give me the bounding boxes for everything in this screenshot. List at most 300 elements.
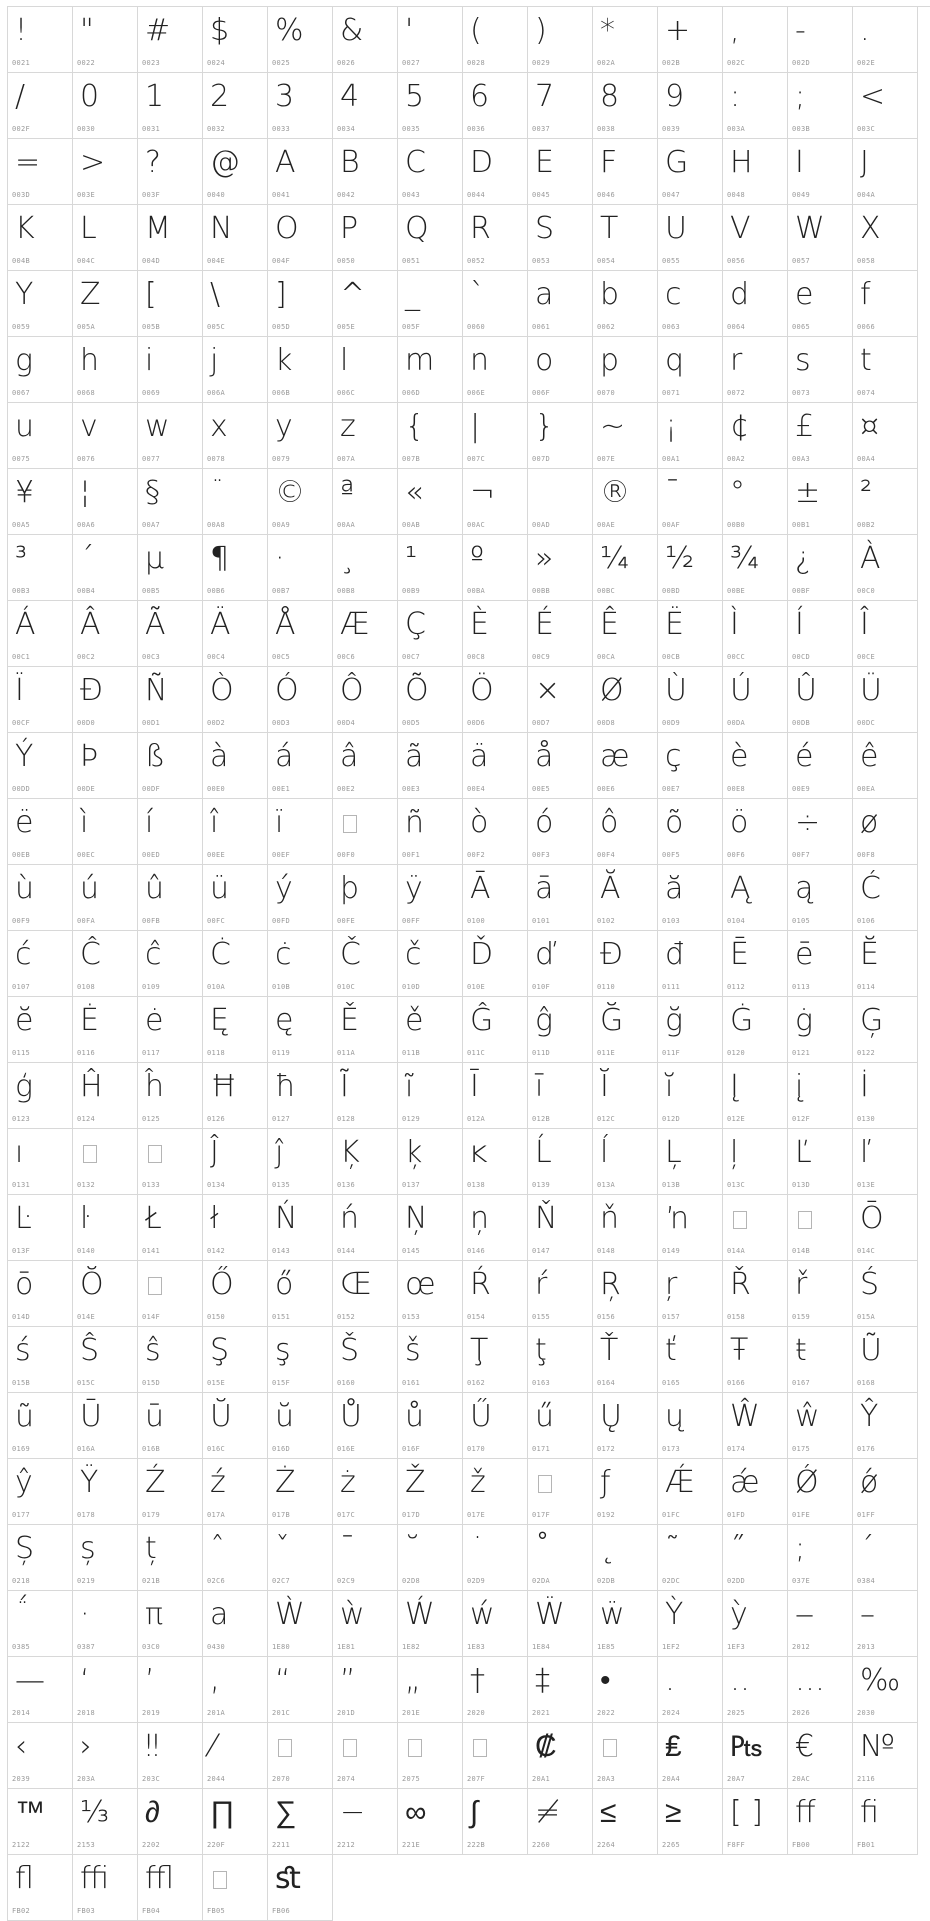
glyph-char: ˇ <box>275 1531 290 1566</box>
glyph-char: Ć <box>860 871 881 906</box>
glyph-cell <box>788 1327 853 1393</box>
glyph-char: ì <box>80 805 89 840</box>
glyph-char: ş <box>275 1333 291 1368</box>
glyph-char: ¢ <box>730 409 750 444</box>
glyph-char: ý <box>275 871 293 906</box>
glyph-char: ŉ <box>665 1201 690 1236</box>
glyph-cell <box>723 1261 788 1327</box>
glyph-cell <box>658 139 723 205</box>
glyph-char: þ <box>340 871 360 906</box>
glyph-codepoint: 00EE <box>207 851 226 859</box>
glyph-codepoint: 011B <box>402 1049 421 1057</box>
glyph-char: Ë <box>665 607 684 642</box>
glyph-codepoint: 20A7 <box>727 1775 746 1783</box>
glyph-char: § <box>145 475 160 510</box>
glyph-char: M <box>145 211 171 246</box>
glyph-cell <box>203 271 268 337</box>
glyph-char: ū <box>145 1399 165 1434</box>
glyph-char: î <box>210 805 219 840</box>
glyph-cell <box>528 1591 593 1657</box>
glyph-cell <box>268 1459 333 1525</box>
glyph-cell <box>203 535 268 601</box>
glyph-cell <box>593 1459 658 1525</box>
glyph-codepoint: 222B <box>467 1841 486 1849</box>
glyph-char: Ä <box>210 607 231 642</box>
glyph-char: # <box>145 13 171 48</box>
glyph-cell <box>788 535 853 601</box>
glyph-cell <box>658 1261 723 1327</box>
glyph-char: Î <box>860 607 869 642</box>
glyph-codepoint: 203A <box>77 1775 96 1783</box>
glyph-codepoint: 0158 <box>727 1313 746 1321</box>
glyph-cell <box>723 601 788 667</box>
glyph-codepoint: 00F4 <box>597 851 616 859</box>
glyph-codepoint: 00C4 <box>207 653 226 661</box>
glyph-cell <box>853 799 918 865</box>
glyph-char: Ì <box>730 607 739 642</box>
glyph-codepoint: 0114 <box>857 983 876 991</box>
glyph-char: ) <box>535 13 547 48</box>
glyph-codepoint: 013D <box>792 1181 811 1189</box>
glyph-cell <box>593 799 658 865</box>
glyph-char: Ť <box>600 1333 619 1368</box>
glyph-cell <box>658 73 723 139</box>
glyph-codepoint: 0177 <box>12 1511 31 1519</box>
glyph-cell <box>528 1393 593 1459</box>
glyph-codepoint: 004D <box>142 257 161 265</box>
glyph-cell <box>658 1789 723 1855</box>
glyph-cell <box>268 1591 333 1657</box>
glyph-cell <box>203 601 268 667</box>
glyph-char: S <box>535 211 555 246</box>
glyph-cell <box>73 1195 138 1261</box>
glyph-codepoint: 0122 <box>857 1049 876 1057</box>
glyph-codepoint: 2039 <box>12 1775 31 1783</box>
glyph-codepoint: 007D <box>532 455 551 463</box>
glyph-char: − <box>340 1795 366 1830</box>
glyph-char: R <box>470 211 491 246</box>
glyph-codepoint: 03C0 <box>142 1643 161 1651</box>
glyph-char: Ÿ <box>80 1465 99 1500</box>
glyph-char: š <box>405 1333 421 1368</box>
glyph-codepoint: 0047 <box>662 191 681 199</box>
glyph-codepoint: 201A <box>207 1709 226 1717</box>
glyph-char: ¨ <box>210 475 225 510</box>
glyph-cell <box>73 1129 138 1195</box>
glyph-codepoint: 0124 <box>77 1115 96 1123</box>
glyph-char: X <box>860 211 881 246</box>
glyph-char: Ų <box>600 1399 622 1434</box>
glyph-cell <box>8 1063 73 1129</box>
glyph-char: ļ <box>730 1135 739 1170</box>
glyph-char: ‒ <box>795 1597 815 1632</box>
glyph-cell <box>788 205 853 271</box>
glyph-cell <box>398 73 463 139</box>
glyph-cell <box>658 1723 723 1789</box>
glyph-codepoint: 02D8 <box>402 1577 421 1585</box>
glyph-codepoint: 0156 <box>597 1313 616 1321</box>
glyph-char: ª <box>340 475 355 510</box>
glyph-codepoint: 2153 <box>77 1841 96 1849</box>
glyph-codepoint: 20AC <box>792 1775 811 1783</box>
glyph-char: ć <box>15 937 32 972</box>
glyph-cell <box>398 1591 463 1657</box>
glyph-cell <box>463 1723 528 1789</box>
glyph-cell <box>268 1261 333 1327</box>
glyph-cell <box>788 1063 853 1129</box>
glyph-codepoint: 00AD <box>532 521 551 529</box>
glyph-cell <box>853 997 918 1063</box>
glyph-cell <box>528 1525 593 1591</box>
glyph-codepoint: 01FE <box>792 1511 811 1519</box>
glyph-char: A <box>275 145 296 180</box>
glyph-cell <box>203 1855 268 1921</box>
glyph-cell <box>593 403 658 469</box>
glyph-cell <box>593 469 658 535</box>
glyph-char: m <box>405 343 435 378</box>
glyph-codepoint: 0041 <box>272 191 291 199</box>
glyph-codepoint: 0113 <box>792 983 811 991</box>
glyph-char: t <box>860 343 872 378</box>
glyph-codepoint: 0192 <box>597 1511 616 1519</box>
glyph-cell <box>723 1195 788 1261</box>
glyph-codepoint: 00BB <box>532 587 551 595</box>
glyph-codepoint: FB01 <box>857 1841 876 1849</box>
glyph-cell <box>723 1129 788 1195</box>
glyph-char: û <box>145 871 165 906</box>
glyph-char: ň <box>600 1201 620 1236</box>
glyph-char: ΄ <box>860 1531 875 1566</box>
glyph-char: v <box>80 409 98 444</box>
glyph-cell <box>73 1393 138 1459</box>
glyph-char: V <box>730 211 751 246</box>
glyph-codepoint: 004F <box>272 257 291 265</box>
glyph-char: Ñ <box>145 673 168 708</box>
glyph-cell <box>398 601 463 667</box>
glyph-cell <box>73 1657 138 1723</box>
glyph-codepoint: 010D <box>402 983 421 991</box>
glyph-char: ĭ <box>665 1069 674 1104</box>
glyph-cell <box>723 1459 788 1525</box>
glyph-char: ¼ <box>600 541 630 576</box>
glyph-codepoint: 015E <box>207 1379 226 1387</box>
missing-glyph-box <box>278 1739 292 1757</box>
glyph-char: ħ <box>275 1069 296 1104</box>
glyph-cell <box>528 733 593 799</box>
glyph-char: Í <box>795 607 804 642</box>
glyph-cell <box>853 931 918 997</box>
glyph-char: ó <box>535 805 554 840</box>
glyph-cell <box>398 1129 463 1195</box>
glyph-char: ¹ <box>405 541 418 576</box>
glyph-cell <box>853 1063 918 1129</box>
glyph-codepoint: 013F <box>12 1247 31 1255</box>
glyph-char: ÷ <box>795 805 821 840</box>
glyph-codepoint: 0178 <box>77 1511 96 1519</box>
missing-glyph-box <box>148 1145 162 1163</box>
glyph-codepoint: 00E8 <box>727 785 746 793</box>
glyph-cell <box>658 535 723 601</box>
glyph-cell <box>788 403 853 469</box>
glyph-char: ĝ <box>535 1003 554 1038</box>
glyph-cell <box>528 205 593 271</box>
glyph-codepoint: 0042 <box>337 191 356 199</box>
glyph-char: ẁ <box>340 1597 365 1632</box>
glyph-char: ¤ <box>860 409 880 444</box>
glyph-cell <box>268 1393 333 1459</box>
glyph-codepoint: 0035 <box>402 125 421 133</box>
glyph-cell <box>203 337 268 403</box>
glyph-cell <box>853 535 918 601</box>
glyph-char: ¶ <box>210 541 230 576</box>
glyph-cell <box>788 931 853 997</box>
glyph-char: L <box>80 211 97 246</box>
glyph-char: \ <box>210 277 221 312</box>
glyph-cell <box>723 337 788 403</box>
glyph-codepoint: 0064 <box>727 323 746 331</box>
glyph-char: Ū <box>80 1399 102 1434</box>
glyph-char: ˛ <box>600 1531 615 1566</box>
glyph-char: W <box>795 211 825 246</box>
glyph-char: ğ <box>665 1003 684 1038</box>
glyph-char: Ú <box>730 673 752 708</box>
glyph-char: p <box>600 343 620 378</box>
glyph-cell <box>463 337 528 403</box>
glyph-cell <box>593 271 658 337</box>
glyph-codepoint: 016A <box>77 1445 96 1453</box>
glyph-codepoint: 00A3 <box>792 455 811 463</box>
glyph-char: ∫ <box>470 1795 479 1830</box>
glyph-char: ₤ <box>665 1729 682 1764</box>
glyph-cell <box>203 1393 268 1459</box>
glyph-codepoint: 00E5 <box>532 785 551 793</box>
glyph-codepoint: 012D <box>662 1115 681 1123</box>
glyph-cell <box>528 1195 593 1261</box>
glyph-codepoint: 1E84 <box>532 1643 551 1651</box>
glyph-codepoint: 00EB <box>12 851 31 859</box>
glyph-char: İ <box>860 1069 869 1104</box>
glyph-char: Ě <box>340 1003 359 1038</box>
glyph-codepoint: 002B <box>662 59 681 67</box>
glyph-codepoint: 02DB <box>597 1577 616 1585</box>
glyph-codepoint: 017A <box>207 1511 226 1519</box>
glyph-codepoint: 00A7 <box>142 521 161 529</box>
glyph-cell <box>398 997 463 1063</box>
glyph-codepoint: 1EF3 <box>727 1643 746 1651</box>
glyph-char: É <box>535 607 554 642</box>
glyph-cell <box>853 865 918 931</box>
glyph-codepoint: 0102 <box>597 917 616 925</box>
glyph-char: ŝ <box>145 1333 161 1368</box>
glyph-cell <box>398 1195 463 1261</box>
glyph-char: w <box>145 409 170 444</box>
glyph-char: ç <box>665 739 682 774</box>
missing-glyph-box <box>83 1145 97 1163</box>
glyph-char: ō <box>15 1267 34 1302</box>
glyph-codepoint: 002C <box>727 59 746 67</box>
glyph-cell <box>593 535 658 601</box>
glyph-char: Ã <box>145 607 166 642</box>
glyph-cell <box>853 337 918 403</box>
glyph-cell <box>593 667 658 733</box>
glyph-char: Ê <box>600 607 619 642</box>
glyph-cell <box>203 1459 268 1525</box>
glyph-codepoint: 0132 <box>77 1181 96 1189</box>
glyph-char: ă <box>665 871 684 906</box>
glyph-codepoint: 00A8 <box>207 521 226 529</box>
glyph-codepoint: 0044 <box>467 191 486 199</box>
glyph-char: Ŕ <box>470 1267 491 1302</box>
glyph-codepoint: 20A4 <box>662 1775 681 1783</box>
glyph-char: Ĺ <box>535 1135 552 1170</box>
glyph-codepoint: 0029 <box>532 59 551 67</box>
glyph-cell <box>203 667 268 733</box>
glyph-char: ( <box>470 13 482 48</box>
missing-glyph-box <box>148 1277 162 1295</box>
glyph-codepoint: 0066 <box>857 323 876 331</box>
glyph-cell <box>658 865 723 931</box>
glyph-codepoint: 0111 <box>662 983 681 991</box>
glyph-codepoint: 014A <box>727 1247 746 1255</box>
glyph-char: ċ <box>275 937 292 972</box>
glyph-codepoint: 00FA <box>77 917 96 925</box>
glyph-char: ≥ <box>665 1795 682 1830</box>
glyph-cell <box>658 469 723 535</box>
glyph-char: Ŧ <box>730 1333 749 1368</box>
glyph-cell <box>138 271 203 337</box>
glyph-codepoint: FB06 <box>272 1907 291 1915</box>
glyph-cell <box>853 469 918 535</box>
glyph-codepoint: 2021 <box>532 1709 551 1717</box>
glyph-codepoint: 00ED <box>142 851 161 859</box>
glyph-cell <box>203 205 268 271</box>
glyph-codepoint: 00B5 <box>142 587 161 595</box>
glyph-codepoint: 0134 <box>207 1181 226 1189</box>
glyph-char: Ű <box>470 1399 492 1434</box>
glyph-char: ĕ <box>15 1003 34 1038</box>
glyph-char: O <box>275 211 299 246</box>
glyph-char: đ <box>665 937 685 972</box>
missing-glyph-box <box>343 815 357 833</box>
glyph-codepoint: 012F <box>792 1115 811 1123</box>
glyph-codepoint: 0157 <box>662 1313 681 1321</box>
glyph-char: h <box>80 343 100 378</box>
glyph-codepoint: 00C6 <box>337 653 356 661</box>
glyph-cell <box>73 469 138 535</box>
glyph-codepoint: 00B2 <box>857 521 876 529</box>
glyph-char: ÿ <box>405 871 423 906</box>
glyph-cell <box>73 403 138 469</box>
glyph-char: ē <box>795 937 814 972</box>
glyph-char: ř <box>795 1267 808 1302</box>
glyph-char: ľ <box>860 1135 872 1170</box>
glyph-char: Ĝ <box>470 1003 494 1038</box>
glyph-codepoint: 0068 <box>77 389 96 397</box>
glyph-cell <box>268 1327 333 1393</box>
glyph-codepoint: 00A2 <box>727 455 746 463</box>
glyph-codepoint: 004B <box>12 257 31 265</box>
glyph-char: Ĥ <box>80 1069 103 1104</box>
glyph-char: · <box>275 541 285 576</box>
glyph-codepoint: 0154 <box>467 1313 486 1321</box>
glyph-codepoint: 015A <box>857 1313 876 1321</box>
glyph-char: ˆ <box>210 1531 225 1566</box>
glyph-codepoint: 2030 <box>857 1709 876 1717</box>
glyph-codepoint: 20A3 <box>597 1775 616 1783</box>
glyph-cell <box>73 1261 138 1327</box>
glyph-codepoint: 005C <box>207 323 226 331</box>
glyph-cell <box>203 1195 268 1261</box>
glyph-cell <box>658 1063 723 1129</box>
glyph-cell <box>8 667 73 733</box>
glyph-cell <box>8 1591 73 1657</box>
glyph-char: ĉ <box>145 937 162 972</box>
glyph-codepoint: 00B4 <box>77 587 96 595</box>
glyph-cell <box>723 1063 788 1129</box>
glyph-char: Y <box>15 277 34 312</box>
glyph-char: ﬆ <box>275 1861 301 1896</box>
glyph-cell <box>8 799 73 865</box>
glyph-cell <box>463 1129 528 1195</box>
glyph-cell <box>73 1591 138 1657</box>
glyph-cell <box>723 1393 788 1459</box>
glyph-char: - <box>795 13 806 48</box>
glyph-cell <box>723 1591 788 1657</box>
glyph-cell <box>528 7 593 73</box>
glyph-codepoint: 0103 <box>662 917 681 925</box>
glyph-char: Ø <box>600 673 624 708</box>
glyph-char: ā <box>535 871 554 906</box>
glyph-codepoint: 006A <box>207 389 226 397</box>
glyph-char: Ŗ <box>600 1267 621 1302</box>
glyph-cell <box>203 799 268 865</box>
glyph-codepoint: 00D6 <box>467 719 486 727</box>
glyph-codepoint: 002D <box>792 59 811 67</box>
glyph-cell <box>463 469 528 535</box>
glyph-cell <box>203 1723 268 1789</box>
glyph-char: I <box>795 145 804 180</box>
glyph-cell <box>528 865 593 931</box>
glyph-cell <box>138 865 203 931</box>
glyph-cell <box>73 601 138 667</box>
glyph-cell <box>268 667 333 733</box>
glyph-cell <box>138 1195 203 1261</box>
glyph-cell <box>658 337 723 403</box>
glyph-codepoint: 011D <box>532 1049 551 1057</box>
glyph-char: ŀ <box>80 1201 91 1236</box>
glyph-codepoint: 017F <box>532 1511 551 1519</box>
glyph-cell <box>853 733 918 799</box>
glyph-codepoint: 01FD <box>727 1511 746 1519</box>
glyph-char: Ģ <box>860 1003 884 1038</box>
glyph-char: ò <box>470 805 489 840</box>
glyph-codepoint: 1E83 <box>467 1643 486 1651</box>
glyph-char: D <box>470 145 494 180</box>
glyph-cell <box>528 931 593 997</box>
glyph-cell <box>333 1063 398 1129</box>
glyph-codepoint: 016F <box>402 1445 421 1453</box>
glyph-char: ß <box>145 739 166 774</box>
glyph-cell <box>73 997 138 1063</box>
glyph-cell <box>463 1327 528 1393</box>
glyph-char: ‘ <box>80 1663 90 1698</box>
glyph-char: 0 <box>80 79 100 114</box>
glyph-char: ķ <box>405 1135 423 1170</box>
glyph-cell <box>788 1459 853 1525</box>
glyph-cell <box>268 1525 333 1591</box>
glyph-cell <box>333 1327 398 1393</box>
glyph-char: ď <box>535 937 555 972</box>
